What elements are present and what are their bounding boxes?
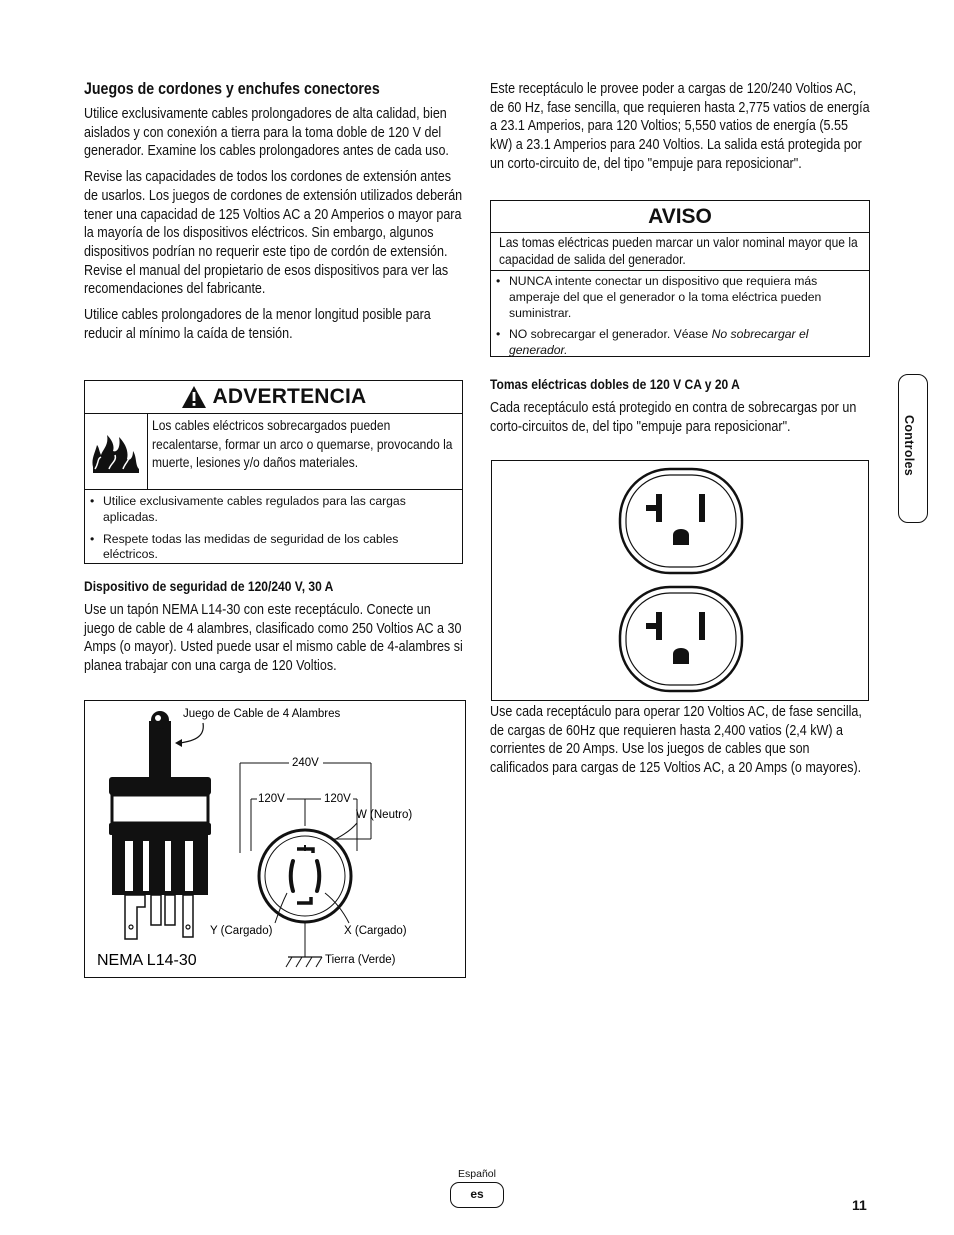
notice-bullet: • NUNCA intente conectar un dispositivo que requiera más amperaje del que el generador o la toma eléctrica pueden suministrar. [491,271,869,324]
language-code-badge: es [450,1182,504,1208]
notice-bullet [491,324,869,362]
cable-label: Juego de Cable de 4 Alambres [183,708,341,720]
left-column-text [84,80,464,343]
right-middle-text [490,376,870,443]
paragraph: Utilice cables prolongadores de la menor longitud posible para reducir al mínimo la caída de tensión. [84,307,431,342]
notice-bullets [491,271,869,362]
y-load-label: Y (Cargado) [210,925,273,937]
warning-bullet: • Respete todas las medidas de seguridad de los cables eléctricos. [85,529,462,567]
section-subheading-duplex: Tomas eléctricas dobles de 120 V CA y 20 A [490,376,740,392]
page-number: 11 [852,1197,867,1213]
warning-header [85,381,462,414]
duplex-outlet-diagram [491,460,869,701]
nema-diagram [84,700,466,978]
ground-label: Tierra (Verde) [325,954,396,966]
notice-box [490,200,870,357]
neutral-label: W (Neutro) [356,809,413,821]
notice-reference: No sobrecargar el generador. [509,327,809,358]
section-heading-cords: Juegos de cordones y enchufes conectores [84,80,380,98]
outlet-upper [620,469,742,573]
notice-text-content: Las tomas eléctricas pueden marcar un valor nominal mayor que la capacidad de salida del generador. [499,234,858,267]
paragraph: Use un tapón NEMA L14-30 con este receptáculo. Conecte un juego de cable de 4 alambres, clasificado como 250 Voltios AC a 30 Amps (o mayor). Usted puede usar el mismo cable de 4-alambres si planea trabajar con una carga de 120 Voltios. [84,602,463,675]
right-column [490,80,870,181]
warning-title: ADVERTENCIA [212,385,367,408]
warning-text-content: Los cables eléctricos sobrecargados pueden recalentarse, formar un arco o quemarse, provocando la muerte, lesiones y/o daños materiales. [152,417,453,470]
warning-triangle-icon [181,385,207,409]
duplex-outlet-drawing [492,461,867,699]
left-column [84,80,464,350]
nema-model-label: NEMA L14-30 [97,952,197,969]
fire-hazard-icon [85,414,148,489]
warning-text [148,414,462,489]
notice-bullet-text: NO sobrecargar el generador. Véase [509,327,712,342]
section-tab-controls[interactable] [898,374,928,523]
nema-diagram-drawing [85,701,464,976]
warning-bullet: • Utilice exclusivamente cables regulados para las cargas aplicadas. [85,491,462,529]
warning-bullets [85,490,462,566]
left-lower-text [84,578,464,683]
section-tab-label: Controles [902,415,916,477]
paragraph: Este receptáculo le provee poder a cargas de 120/240 Voltios AC, de 60 Hz, fase sencilla, que requieren hasta 2,775 vatios de energía a 23.1 Amperios, para 120 Voltios; 5,550 vatios de energía (5.55 kW) a 23.1 Amperios para 240 Voltios. La salida está protegida por un corto-circuito de, del tipo "empuje para reposicionar". [490,81,870,172]
warning-body [85,414,462,490]
right-lower-text [490,703,870,785]
language-label: Español [458,1168,496,1180]
warning-box [84,380,463,564]
notice-text [491,233,869,271]
voltage-120-label-a: 120V [258,793,285,805]
x-load-label: X (Cargado) [344,925,407,937]
section-subheading-l14: Dispositivo de seguridad de 120/240 V, 30 A [84,578,334,594]
voltage-120-label-b: 120V [324,793,351,805]
language-indicator [447,1168,507,1208]
paragraph: Use cada receptáculo para operar 120 Voltios AC, de fase sencilla, de cargas de 60Hz que requieren hasta 2,400 vatios (2,4 kW) a corrientes de 20 Amps. Use los juegos de cables que son calificados para cargas de 125 Voltios AC, a 20 Amps (o mayores). [490,704,862,777]
paragraph: Revise las capacidades de todos los cordones de extensión antes de usarlos. Los juegos de cordones de extensión utilizados deberán tener una capacidad de 125 Voltios AC a 20 Amperios o mayor para la mayoría de los dispositivos eléctricos. Sin embargo, algunos dispositivos podrían no requerir este tipo de cordón de extensión. Revise el manual del propietario de esos dispositivos para ver las recomendaciones del fabricante. [84,169,463,298]
voltage-240-label: 240V [292,757,319,769]
paragraph: Utilice exclusivamente cables prolongadores de alta calidad, bien aislados y con conexión a tierra para la toma doble de 120 V del generador. Examine los cables prolongadores antes de cada uso. [84,106,449,160]
notice-title: AVISO [491,201,869,233]
outlet-lower [620,587,742,691]
paragraph: Cada receptáculo está protegido en contra de sobrecargas por un corto-circuitos de, del tipo "empuje para reposicionar". [490,400,857,435]
